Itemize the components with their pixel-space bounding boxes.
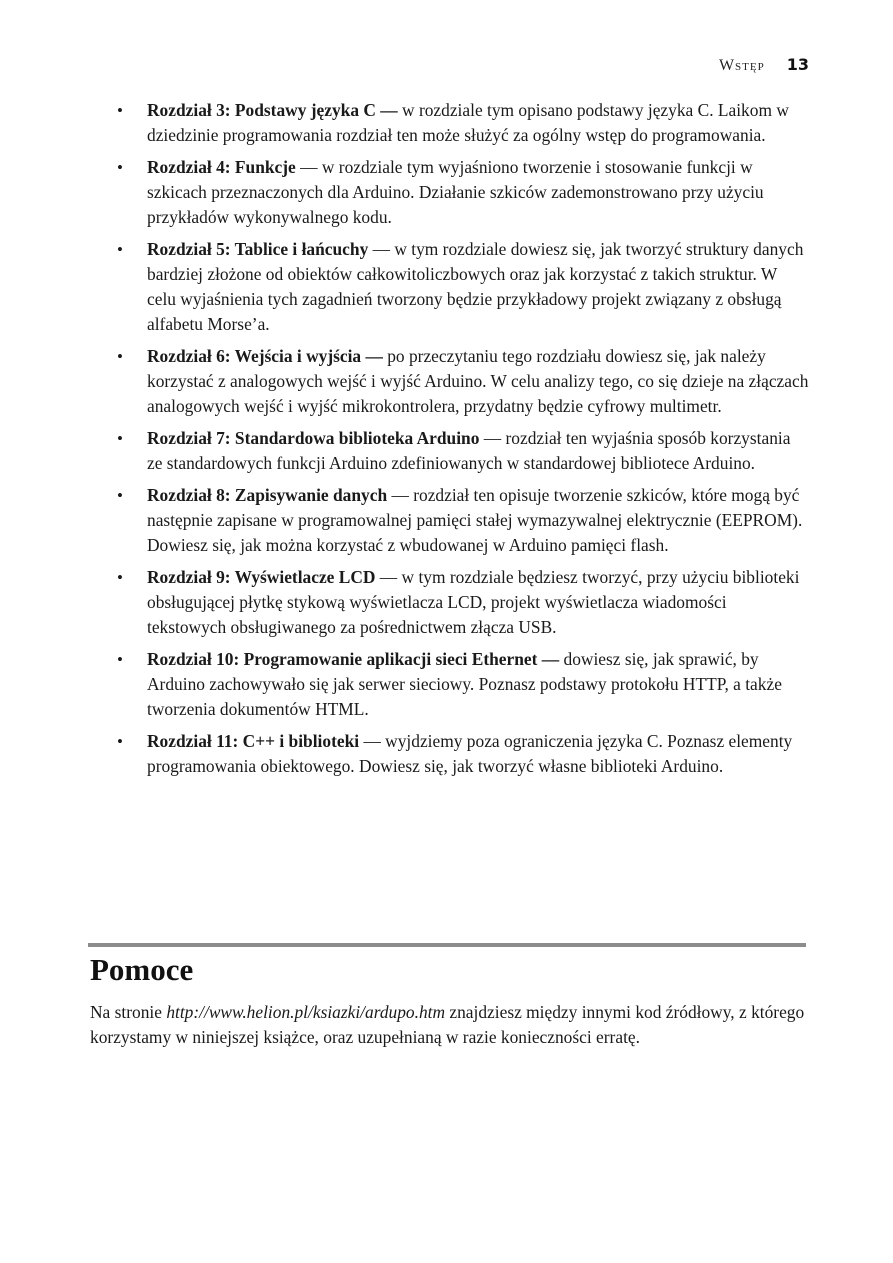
bullet-icon: •	[117, 158, 123, 177]
chapter-title: Rozdział 9: Wyświetlacze LCD	[147, 567, 376, 587]
bullet-icon: •	[117, 240, 123, 259]
chapter-description: — rozdział ten wyjaśnia sposób korzystania ze standardowych funkcji Arduino zdefiniowanych w standardowej bibliotece Arduino.	[147, 428, 791, 473]
list-item	[0, 426, 893, 476]
chapter-description: — w tym rozdziale dowiesz się, jak tworzyć struktury danych bardziej złożone od obiektów całkowitoliczbowych oraz jak korzystać z takich struktur. W celu wyjaśnienia tych zagadnień tworzony będzie przykładowy projekt związany z obsługą alfabetu Morse’a.	[147, 239, 804, 334]
resource-link[interactable]: http://www.helion.pl/ksiazki/ardupo.htm	[166, 1002, 446, 1022]
chapter-title: Rozdział 5: Tablice i łańcuchy	[147, 239, 369, 259]
page-number: 13	[786, 55, 809, 74]
running-title: Wstęp	[718, 57, 765, 74]
chapter-title: Rozdział 3: Podstawy języka C —	[147, 100, 398, 120]
section-divider	[88, 943, 806, 947]
bullet-icon: •	[117, 486, 123, 505]
running-head	[719, 55, 809, 79]
bullet-icon: •	[117, 347, 123, 366]
body-suffix: znajdziesz między innymi kod źródłowy, z którego korzystamy w niniejszej książce, oraz uzupełnianą w razie konieczności erratę.	[90, 1002, 805, 1047]
list-item	[0, 344, 893, 419]
chapter-title: Rozdział 6: Wejścia i wyjścia —	[147, 346, 383, 366]
chapter-description: — w rozdziale tym wyjaśniono tworzenie i stosowanie funkcji w szkicach przeznaczonych dla Arduino. Działanie szkiców zademonstrowano przy użyciu przykładów wykonywalnego kodu.	[147, 157, 764, 227]
chapter-title: Rozdział 4: Funkcje	[147, 157, 296, 177]
chapter-description: — rozdział ten opisuje tworzenie szkiców, które mogą być następnie zapisane w programowalnej pamięci stałej wymazywalnej elektrycznie (EEPROM). Dowiesz się, jak można korzystać z wbudowanej w Arduino pamięci flash.	[147, 485, 803, 555]
chapter-list	[0, 98, 893, 786]
bullet-icon: •	[117, 568, 123, 587]
list-item	[0, 98, 893, 148]
section-heading: Pomoce	[90, 952, 194, 987]
bullet-icon: •	[117, 650, 123, 669]
list-item	[0, 237, 893, 337]
chapter-description: po przeczytaniu tego rozdziału dowiesz się, jak należy korzystać z analogowych wejść i wyjść Arduino. W celu analizy tego, co się dzieje na złączach analogowych wejść i wyjść mikrokontrolera, przydatny będzie cyfrowy multimetr.	[147, 346, 809, 416]
chapter-title: Rozdział 11: C++ i biblioteki	[147, 731, 360, 751]
bullet-icon: •	[117, 101, 123, 120]
chapter-title: Rozdział 10: Programowanie aplikacji sieci Ethernet —	[147, 649, 560, 669]
list-item	[0, 155, 893, 230]
body-prefix: Na stronie	[90, 1002, 167, 1022]
chapter-title: Rozdział 8: Zapisywanie danych	[147, 485, 388, 505]
list-item	[0, 729, 893, 779]
chapter-title: Rozdział 7: Standardowa biblioteka Arduino	[147, 428, 480, 448]
list-item	[0, 565, 893, 640]
section-body	[90, 1000, 810, 1050]
chapter-description: — w tym rozdziale będziesz tworzyć, przy użyciu biblioteki obsługującej płytkę stykową wyświetlacza LCD, projekt wyświetlacza wiadomości tekstowych obsługiwanego za pośrednictwem złącza USB.	[147, 567, 800, 637]
list-item	[0, 483, 893, 558]
chapter-description: w rozdziale tym opisano podstawy języka C. Laikom w dziedzinie programowania rozdział ten może służyć za ogólny wstęp do programowania.	[147, 100, 789, 145]
list-item	[0, 647, 893, 722]
bullet-icon: •	[117, 429, 123, 448]
chapter-description: dowiesz się, jak sprawić, by Arduino zachowywało się jak serwer sieciowy. Poznasz podstawy protokołu HTTP, a także tworzenia dokumentów HTML.	[147, 649, 782, 719]
bullet-icon: •	[117, 732, 123, 751]
chapter-description: — wyjdziemy poza ograniczenia języka C. Poznasz elementy programowania obiektowego. Dowiesz się, jak tworzyć własne biblioteki Arduino.	[147, 731, 793, 776]
